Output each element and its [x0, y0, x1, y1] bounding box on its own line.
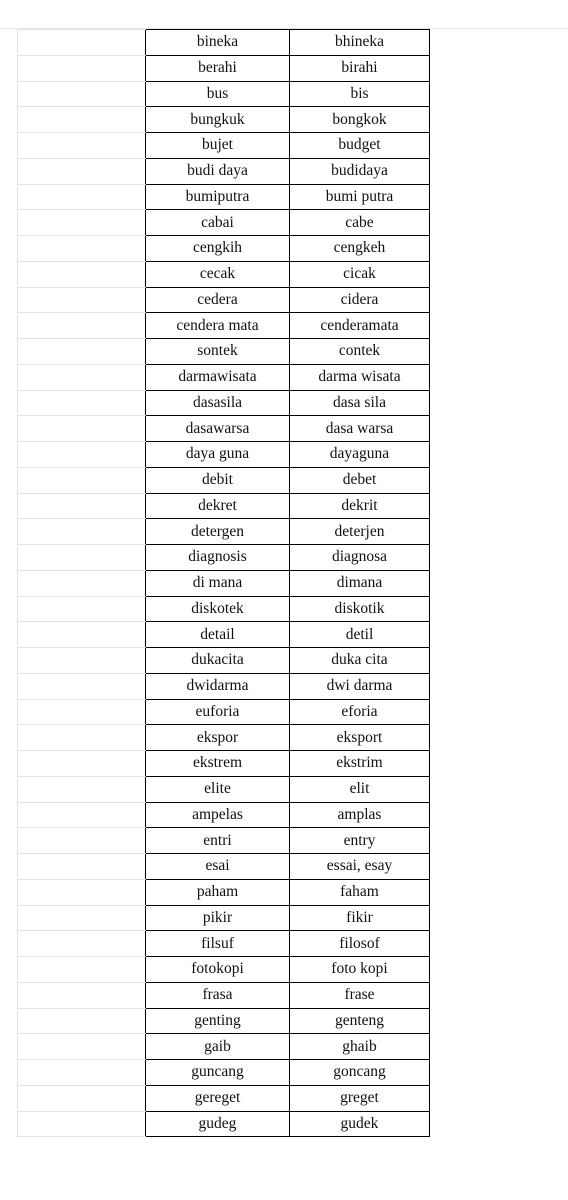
empty-cell[interactable]	[18, 467, 146, 493]
standard-word-cell[interactable]: bumiputra	[146, 184, 290, 210]
variant-word-cell[interactable]: budget	[290, 133, 430, 159]
empty-cell[interactable]	[18, 519, 146, 545]
empty-cell[interactable]	[18, 442, 146, 468]
table-row	[18, 493, 430, 519]
table-row	[18, 1111, 430, 1137]
variant-word-cell[interactable]: deterjen	[290, 519, 430, 545]
variant-word-cell[interactable]: contek	[290, 339, 430, 365]
standard-word-cell[interactable]: guncang	[146, 1060, 290, 1086]
table-row	[18, 982, 430, 1008]
standard-word-cell[interactable]: debit	[146, 467, 290, 493]
table-row	[18, 931, 430, 957]
variant-word-cell[interactable]: entry	[290, 828, 430, 854]
variant-word-cell[interactable]: bumi putra	[290, 184, 430, 210]
variant-word-cell[interactable]: bongkok	[290, 107, 430, 133]
standard-word-cell[interactable]: euforia	[146, 699, 290, 725]
standard-word-cell[interactable]: entri	[146, 828, 290, 854]
variant-word-cell[interactable]: diagnosa	[290, 545, 430, 571]
variant-word-cell[interactable]: eksport	[290, 725, 430, 751]
standard-word-cell[interactable]: detergen	[146, 519, 290, 545]
standard-word-cell[interactable]: dukacita	[146, 648, 290, 674]
variant-word-cell[interactable]: cidera	[290, 287, 430, 313]
empty-cell[interactable]	[18, 133, 146, 159]
empty-cell[interactable]	[18, 184, 146, 210]
empty-cell[interactable]	[18, 390, 146, 416]
variant-word-cell[interactable]: debet	[290, 467, 430, 493]
variant-word-cell[interactable]: gudek	[290, 1111, 430, 1137]
empty-cell[interactable]	[18, 802, 146, 828]
variant-word-cell[interactable]: cengkeh	[290, 236, 430, 262]
standard-word-cell[interactable]: bujet	[146, 133, 290, 159]
variant-word-cell[interactable]: filosof	[290, 931, 430, 957]
standard-word-cell[interactable]: paham	[146, 879, 290, 905]
table-row	[18, 545, 430, 571]
variant-word-cell[interactable]: genteng	[290, 1008, 430, 1034]
standard-word-cell[interactable]: di mana	[146, 570, 290, 596]
table-row	[18, 210, 430, 236]
table-row	[18, 442, 430, 468]
empty-cell[interactable]	[18, 622, 146, 648]
empty-cell[interactable]	[18, 55, 146, 81]
empty-cell[interactable]	[18, 313, 146, 339]
variant-word-cell[interactable]: faham	[290, 879, 430, 905]
table-row	[18, 313, 430, 339]
table-row	[18, 30, 430, 56]
empty-cell[interactable]	[18, 81, 146, 107]
header-gridline	[0, 0, 568, 29]
standard-word-cell[interactable]: ekstrem	[146, 751, 290, 777]
variant-word-cell[interactable]: darma wisata	[290, 364, 430, 390]
variant-word-cell[interactable]: eforia	[290, 699, 430, 725]
empty-cell[interactable]	[18, 339, 146, 365]
standard-word-cell[interactable]: elite	[146, 776, 290, 802]
table-row	[18, 184, 430, 210]
standard-word-cell[interactable]: cengkih	[146, 236, 290, 262]
standard-word-cell[interactable]: detail	[146, 622, 290, 648]
variant-word-cell[interactable]: cenderamata	[290, 313, 430, 339]
empty-cell[interactable]	[18, 751, 146, 777]
standard-word-cell[interactable]: dasawarsa	[146, 416, 290, 442]
empty-cell[interactable]	[18, 957, 146, 983]
empty-cell[interactable]	[18, 261, 146, 287]
empty-cell[interactable]	[18, 931, 146, 957]
table-row	[18, 570, 430, 596]
standard-word-cell[interactable]: bus	[146, 81, 290, 107]
standard-word-cell[interactable]: gereget	[146, 1085, 290, 1111]
variant-word-cell[interactable]: ekstrim	[290, 751, 430, 777]
table-row	[18, 390, 430, 416]
table-body	[18, 30, 430, 1137]
table-row	[18, 957, 430, 983]
variant-word-cell[interactable]: cicak	[290, 261, 430, 287]
standard-word-cell[interactable]: frasa	[146, 982, 290, 1008]
variant-word-cell[interactable]: bis	[290, 81, 430, 107]
empty-cell[interactable]	[18, 725, 146, 751]
word-comparison-table	[17, 29, 430, 1137]
empty-cell[interactable]	[18, 236, 146, 262]
table-row	[18, 622, 430, 648]
table-row	[18, 1060, 430, 1086]
table-row	[18, 107, 430, 133]
table-row	[18, 751, 430, 777]
standard-word-cell[interactable]: budi daya	[146, 158, 290, 184]
table-row	[18, 673, 430, 699]
table-row	[18, 828, 430, 854]
table-row	[18, 133, 430, 159]
table-row	[18, 519, 430, 545]
standard-word-cell[interactable]: esai	[146, 854, 290, 880]
standard-word-cell[interactable]: bineka	[146, 30, 290, 56]
standard-word-cell[interactable]: daya guna	[146, 442, 290, 468]
table-row	[18, 1008, 430, 1034]
empty-cell[interactable]	[18, 905, 146, 931]
empty-cell[interactable]	[18, 1008, 146, 1034]
table-row	[18, 1085, 430, 1111]
variant-word-cell[interactable]: dasa sila	[290, 390, 430, 416]
table-row	[18, 467, 430, 493]
table-row	[18, 416, 430, 442]
table-row	[18, 879, 430, 905]
standard-word-cell[interactable]: diskotek	[146, 596, 290, 622]
empty-cell[interactable]	[18, 1085, 146, 1111]
standard-word-cell[interactable]: sontek	[146, 339, 290, 365]
empty-cell[interactable]	[18, 493, 146, 519]
variant-word-cell[interactable]: foto kopi	[290, 957, 430, 983]
empty-cell[interactable]	[18, 210, 146, 236]
variant-word-cell[interactable]: goncang	[290, 1060, 430, 1086]
table-row	[18, 339, 430, 365]
variant-word-cell[interactable]: dayaguna	[290, 442, 430, 468]
empty-cell[interactable]	[18, 364, 146, 390]
variant-word-cell[interactable]: birahi	[290, 55, 430, 81]
table-row	[18, 802, 430, 828]
table-row	[18, 261, 430, 287]
table-row	[18, 81, 430, 107]
table-row	[18, 776, 430, 802]
variant-word-cell[interactable]: diskotik	[290, 596, 430, 622]
table-row	[18, 1034, 430, 1060]
empty-cell[interactable]	[18, 107, 146, 133]
variant-word-cell[interactable]: dekrit	[290, 493, 430, 519]
empty-cell[interactable]	[18, 854, 146, 880]
empty-cell[interactable]	[18, 30, 146, 56]
standard-word-cell[interactable]: dwidarma	[146, 673, 290, 699]
standard-word-cell[interactable]: cecak	[146, 261, 290, 287]
table-row	[18, 158, 430, 184]
standard-word-cell[interactable]: fotokopi	[146, 957, 290, 983]
table-row	[18, 287, 430, 313]
empty-cell[interactable]	[18, 648, 146, 674]
variant-word-cell[interactable]: cabe	[290, 210, 430, 236]
standard-word-cell[interactable]: gaib	[146, 1034, 290, 1060]
standard-word-cell[interactable]: bungkuk	[146, 107, 290, 133]
variant-word-cell[interactable]: bhineka	[290, 30, 430, 56]
variant-word-cell[interactable]: greget	[290, 1085, 430, 1111]
variant-word-cell[interactable]: dimana	[290, 570, 430, 596]
table-row	[18, 905, 430, 931]
standard-word-cell[interactable]: cabai	[146, 210, 290, 236]
empty-cell[interactable]	[18, 158, 146, 184]
variant-word-cell[interactable]: detil	[290, 622, 430, 648]
empty-cell[interactable]	[18, 828, 146, 854]
standard-word-cell[interactable]: ekspor	[146, 725, 290, 751]
standard-word-cell[interactable]: berahi	[146, 55, 290, 81]
table-row	[18, 699, 430, 725]
table-row	[18, 854, 430, 880]
empty-cell[interactable]	[18, 1034, 146, 1060]
table-row	[18, 648, 430, 674]
standard-word-cell[interactable]: pikir	[146, 905, 290, 931]
empty-cell[interactable]	[18, 673, 146, 699]
variant-word-cell[interactable]: amplas	[290, 802, 430, 828]
variant-word-cell[interactable]: dasa warsa	[290, 416, 430, 442]
standard-word-cell[interactable]: cendera mata	[146, 313, 290, 339]
standard-word-cell[interactable]: diagnosis	[146, 545, 290, 571]
variant-word-cell[interactable]: frase	[290, 982, 430, 1008]
empty-cell[interactable]	[18, 879, 146, 905]
table-row	[18, 55, 430, 81]
variant-word-cell[interactable]: duka cita	[290, 648, 430, 674]
standard-word-cell[interactable]: gudeg	[146, 1111, 290, 1137]
standard-word-cell[interactable]: darmawisata	[146, 364, 290, 390]
variant-word-cell[interactable]: ghaib	[290, 1034, 430, 1060]
empty-cell[interactable]	[18, 287, 146, 313]
variant-word-cell[interactable]: budidaya	[290, 158, 430, 184]
empty-cell[interactable]	[18, 982, 146, 1008]
variant-word-cell[interactable]: elit	[290, 776, 430, 802]
empty-cell[interactable]	[18, 596, 146, 622]
empty-cell[interactable]	[18, 1060, 146, 1086]
empty-cell[interactable]	[18, 699, 146, 725]
variant-word-cell[interactable]: essai, esay	[290, 854, 430, 880]
table-row	[18, 364, 430, 390]
standard-word-cell[interactable]: dekret	[146, 493, 290, 519]
empty-cell[interactable]	[18, 570, 146, 596]
standard-word-cell[interactable]: filsuf	[146, 931, 290, 957]
variant-word-cell[interactable]: fikir	[290, 905, 430, 931]
standard-word-cell[interactable]: cedera	[146, 287, 290, 313]
table-row	[18, 596, 430, 622]
table-row	[18, 725, 430, 751]
empty-cell[interactable]	[18, 416, 146, 442]
table-row	[18, 236, 430, 262]
empty-cell[interactable]	[18, 776, 146, 802]
standard-word-cell[interactable]: dasasila	[146, 390, 290, 416]
variant-word-cell[interactable]: dwi darma	[290, 673, 430, 699]
standard-word-cell[interactable]: ampelas	[146, 802, 290, 828]
standard-word-cell[interactable]: genting	[146, 1008, 290, 1034]
empty-cell[interactable]	[18, 545, 146, 571]
empty-cell[interactable]	[18, 1111, 146, 1137]
